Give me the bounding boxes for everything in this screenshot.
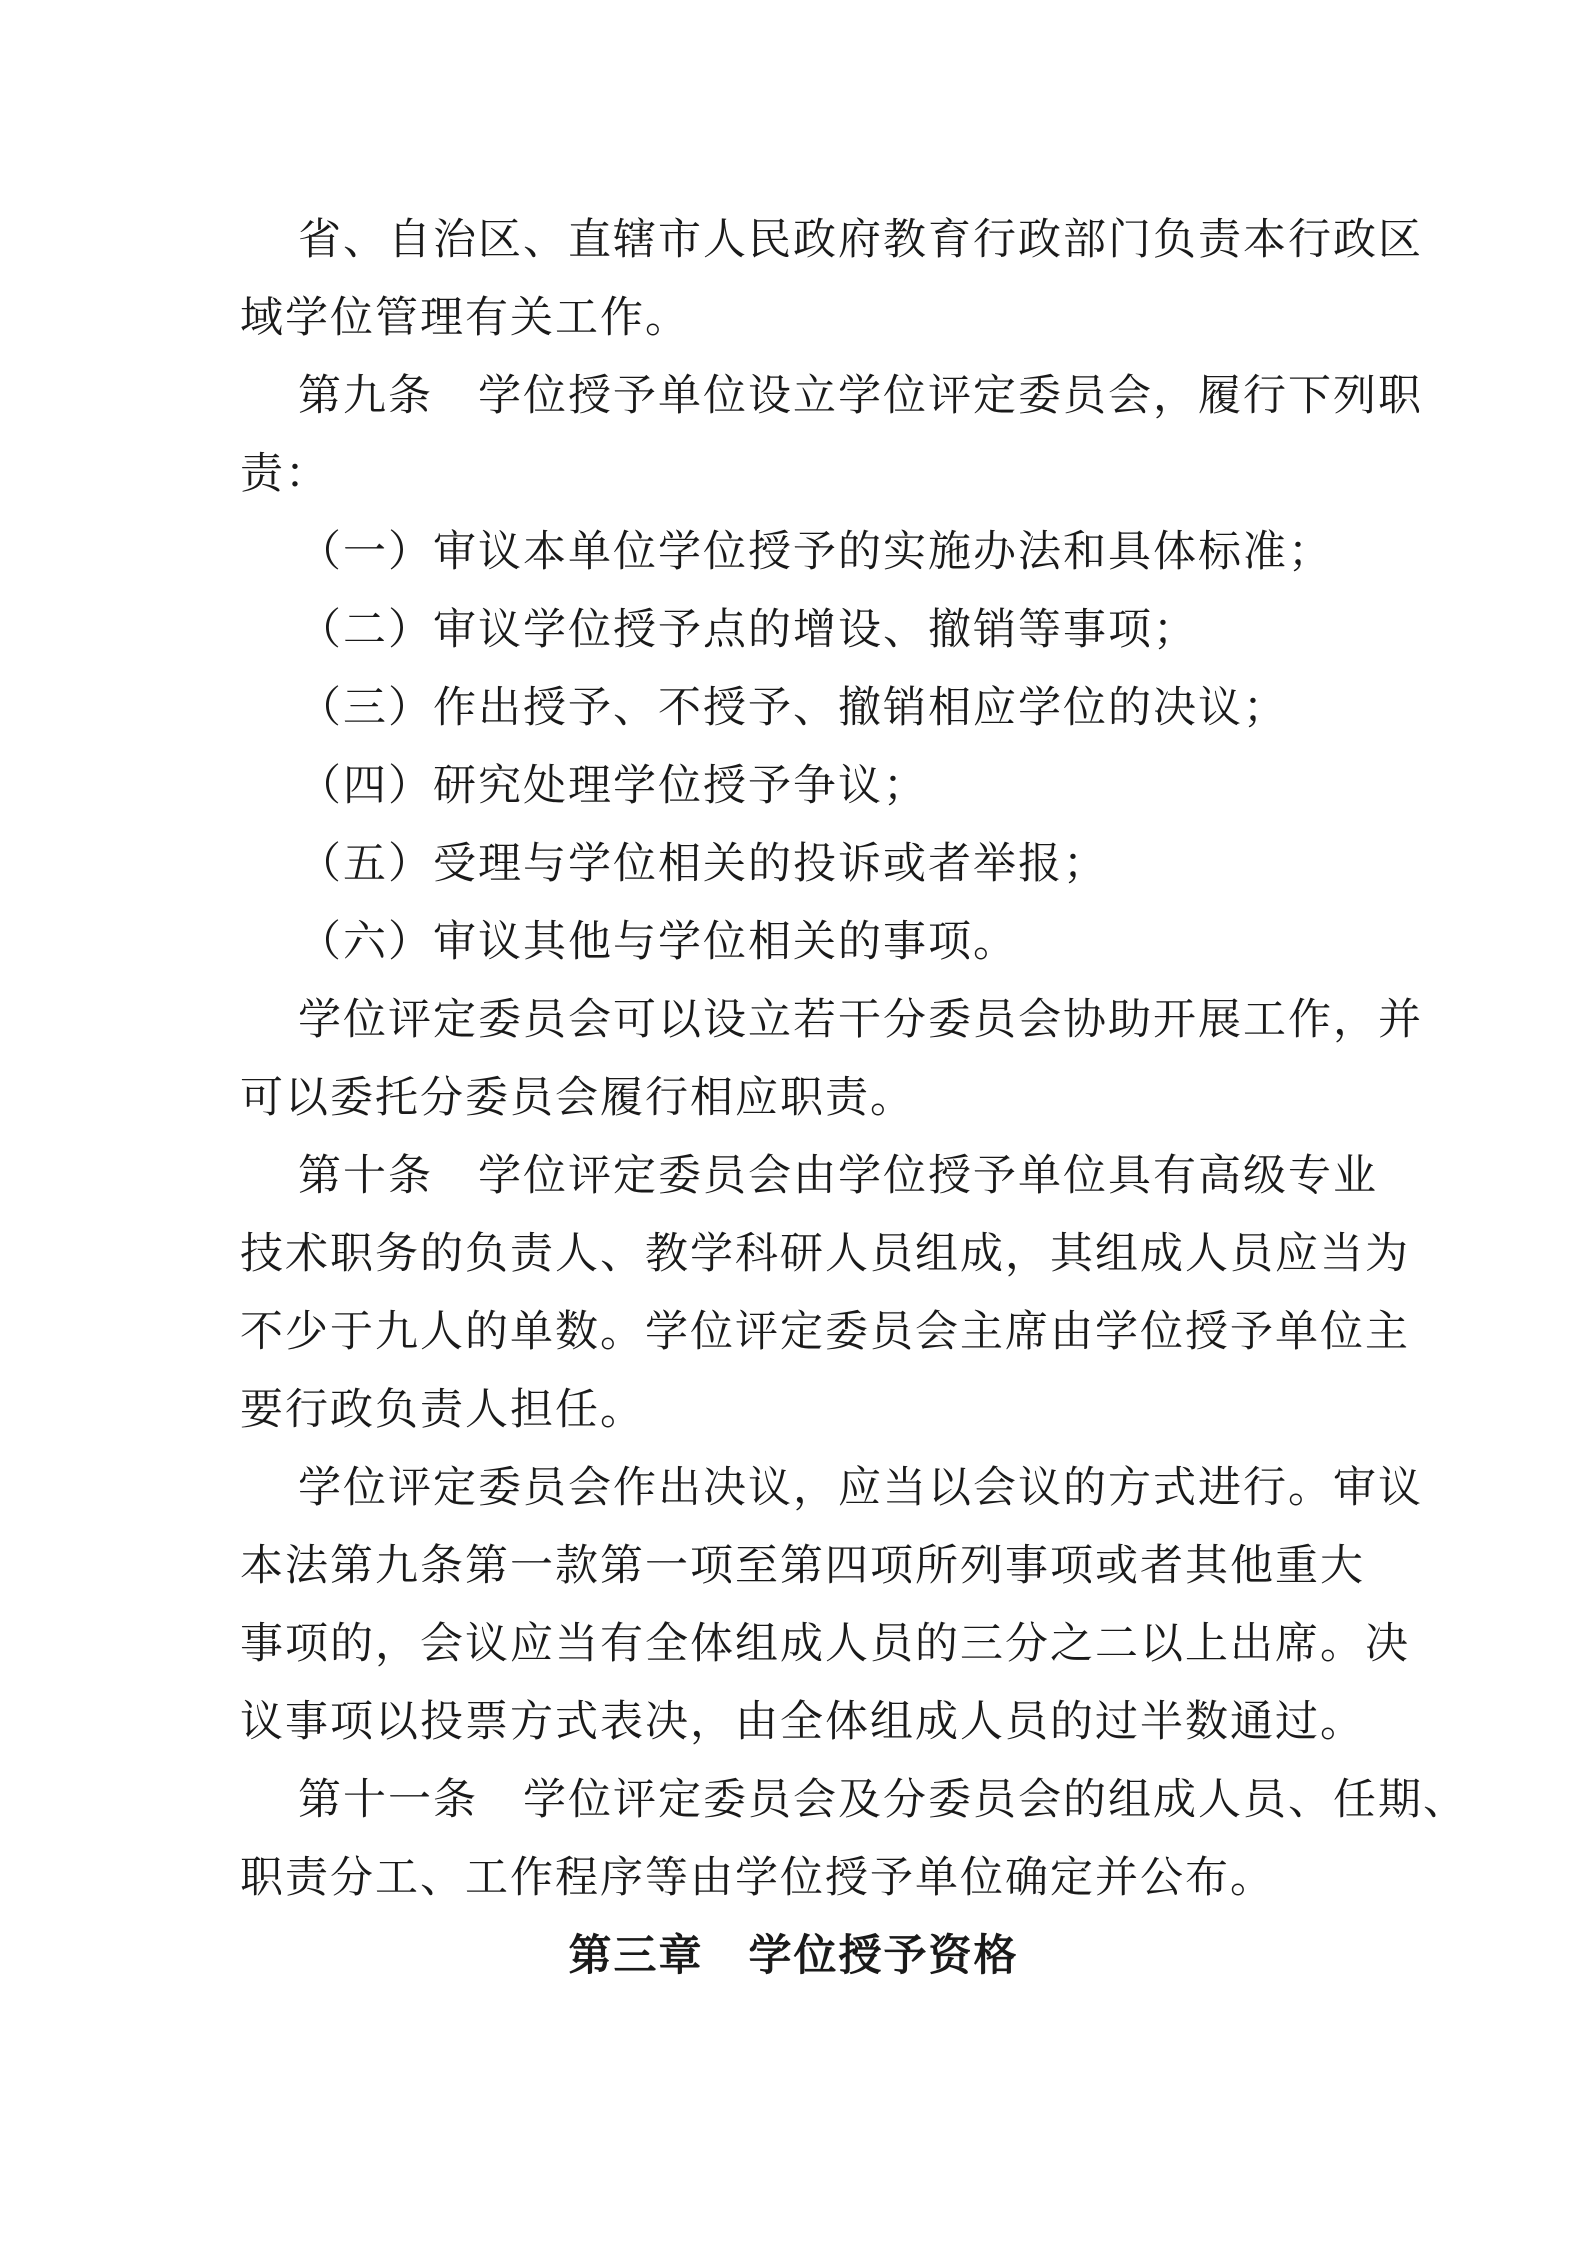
text-line: 省、自治区、直辖市人民政府教育行政部门负责本行政区 — [298, 215, 1423, 265]
list-item: （一）审议本单位学位授予的实施办法和具体标准； — [298, 527, 1333, 577]
article-11-heading: 第十一条 学位评定委员会及分委员会的组成人员、任期、 — [298, 1775, 1468, 1825]
text-line: 责： — [240, 449, 330, 499]
article-9-heading: 第九条 学位授予单位设立学位评定委员会，履行下列职 — [298, 371, 1423, 421]
text-line: 职责分工、工作程序等由学位授予单位确定并公布。 — [240, 1853, 1275, 1903]
text-line: 学位评定委员会作出决议，应当以会议的方式进行。审议 — [298, 1463, 1423, 1513]
article-10-heading: 第十条 学位评定委员会由学位授予单位具有高级专业 — [298, 1151, 1378, 1201]
list-item: （五）受理与学位相关的投诉或者举报； — [298, 839, 1108, 889]
list-item: （六）审议其他与学位相关的事项。 — [298, 917, 1018, 967]
chapter-heading: 第三章 学位授予资格 — [568, 1931, 1019, 1981]
text-line: 事项的，会议应当有全体组成人员的三分之二以上出席。决 — [240, 1619, 1410, 1669]
list-item: （二）审议学位授予点的增设、撤销等事项； — [298, 605, 1198, 655]
text-line: 技术职务的负责人、教学科研人员组成，其组成人员应当为 — [240, 1229, 1410, 1279]
text-line: 域学位管理有关工作。 — [240, 293, 690, 343]
text-line: 要行政负责人担任。 — [240, 1385, 645, 1435]
text-line: 本法第九条第一款第一项至第四项所列事项或者其他重大 — [240, 1541, 1365, 1591]
text-line: 议事项以投票方式表决，由全体组成人员的过半数通过。 — [240, 1697, 1365, 1747]
list-item: （四）研究处理学位授予争议； — [298, 761, 928, 811]
text-line: 学位评定委员会可以设立若干分委员会协助开展工作，并 — [298, 995, 1423, 1045]
list-item: （三）作出授予、不授予、撤销相应学位的决议； — [298, 683, 1288, 733]
text-line: 不少于九人的单数。学位评定委员会主席由学位授予单位主 — [240, 1307, 1410, 1357]
text-line: 可以委托分委员会履行相应职责。 — [240, 1073, 915, 1123]
